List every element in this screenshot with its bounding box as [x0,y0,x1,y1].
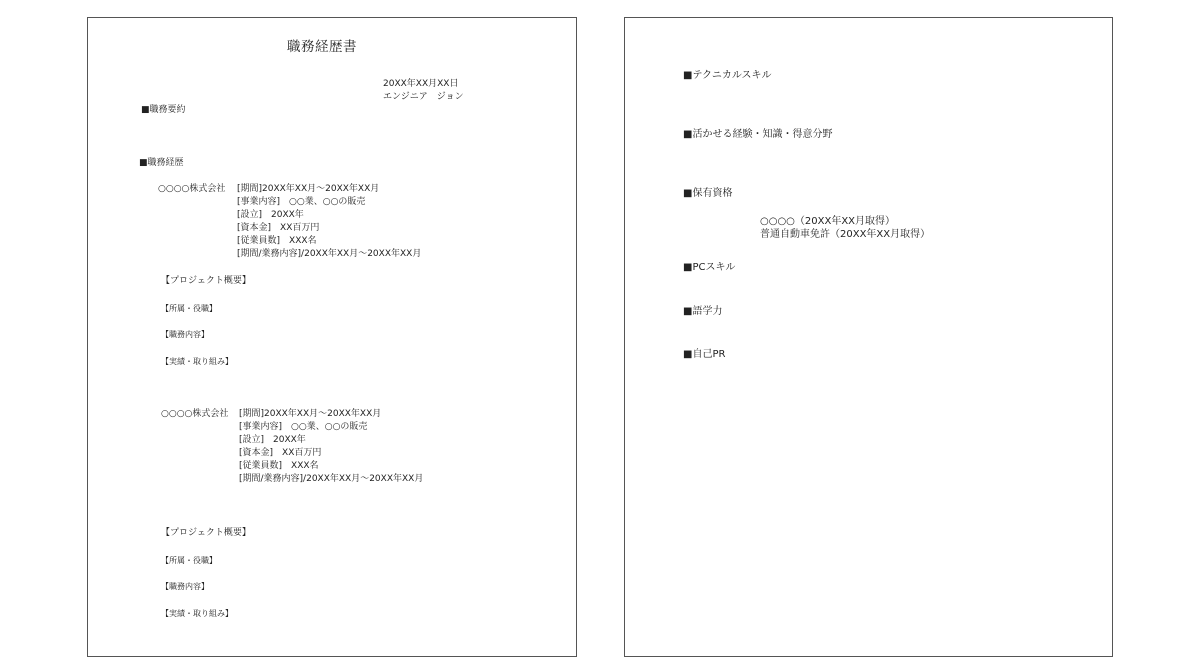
experience-heading: ■活かせる経験・知識・得意分野 [683,129,833,140]
company-name: ○○○○株式会社 [158,184,226,194]
company-established: [設立] 20XX年 [237,210,304,220]
qualifications-heading: ■保有資格 [683,188,733,199]
results-heading: 【実績・取り組み】 [161,357,233,366]
company-business: [事業内容] ○○業、○○の販売 [239,422,368,432]
company-work-period: [期間/業務内容]/20XX年XX月～20XX年XX月 [237,249,422,259]
qualification-item: ○○○○（20XX年XX月取得） [760,216,896,227]
self-pr-heading: ■自己PR [683,349,726,360]
company-capital: [資本金] XX百万円 [239,448,322,458]
company-work-period: [期間/業務内容]/20XX年XX月～20XX年XX月 [239,474,424,484]
language-skills-heading: ■語学力 [683,306,723,317]
duties-heading: 【職務内容】 [161,330,209,339]
resume-page-2 [624,17,1113,657]
history-heading: ■職務経歴 [139,158,184,168]
document-date: 20XX年XX月XX日 [383,79,459,89]
company-name: ○○○○株式会社 [161,409,229,419]
company-capital: [資本金] XX百万円 [237,223,320,233]
role-heading: 【所属・役職】 [161,304,217,313]
project-heading: 【プロジェクト概要】 [161,276,251,286]
technical-skills-heading: ■テクニカルスキル [683,70,772,81]
pc-skills-heading: ■PCスキル [683,262,736,273]
company-employees: [従業員数] XXX名 [237,236,317,246]
company-business: [事業内容] ○○業、○○の販売 [237,197,366,207]
project-heading: 【プロジェクト概要】 [161,528,251,538]
resume-page-1 [87,17,577,657]
author-name: エンジニア ジョン [383,92,464,102]
summary-heading: ■職務要約 [141,105,186,115]
qualifications-list [760,215,930,241]
company-details [239,408,423,486]
qualification-item: 普通自動車免許（20XX年XX月取得） [760,229,931,240]
company-established: [設立] 20XX年 [239,435,306,445]
role-heading: 【所属・役職】 [161,556,217,565]
results-heading: 【実績・取り組み】 [161,609,233,618]
document-title: 職務経歴書 [287,39,357,55]
company-period: [期間]20XX年XX月～20XX年XX月 [237,184,380,194]
duties-heading: 【職務内容】 [161,582,209,591]
company-employees: [従業員数] XXX名 [239,461,319,471]
company-details [237,183,421,261]
company-period: [期間]20XX年XX月～20XX年XX月 [239,409,382,419]
